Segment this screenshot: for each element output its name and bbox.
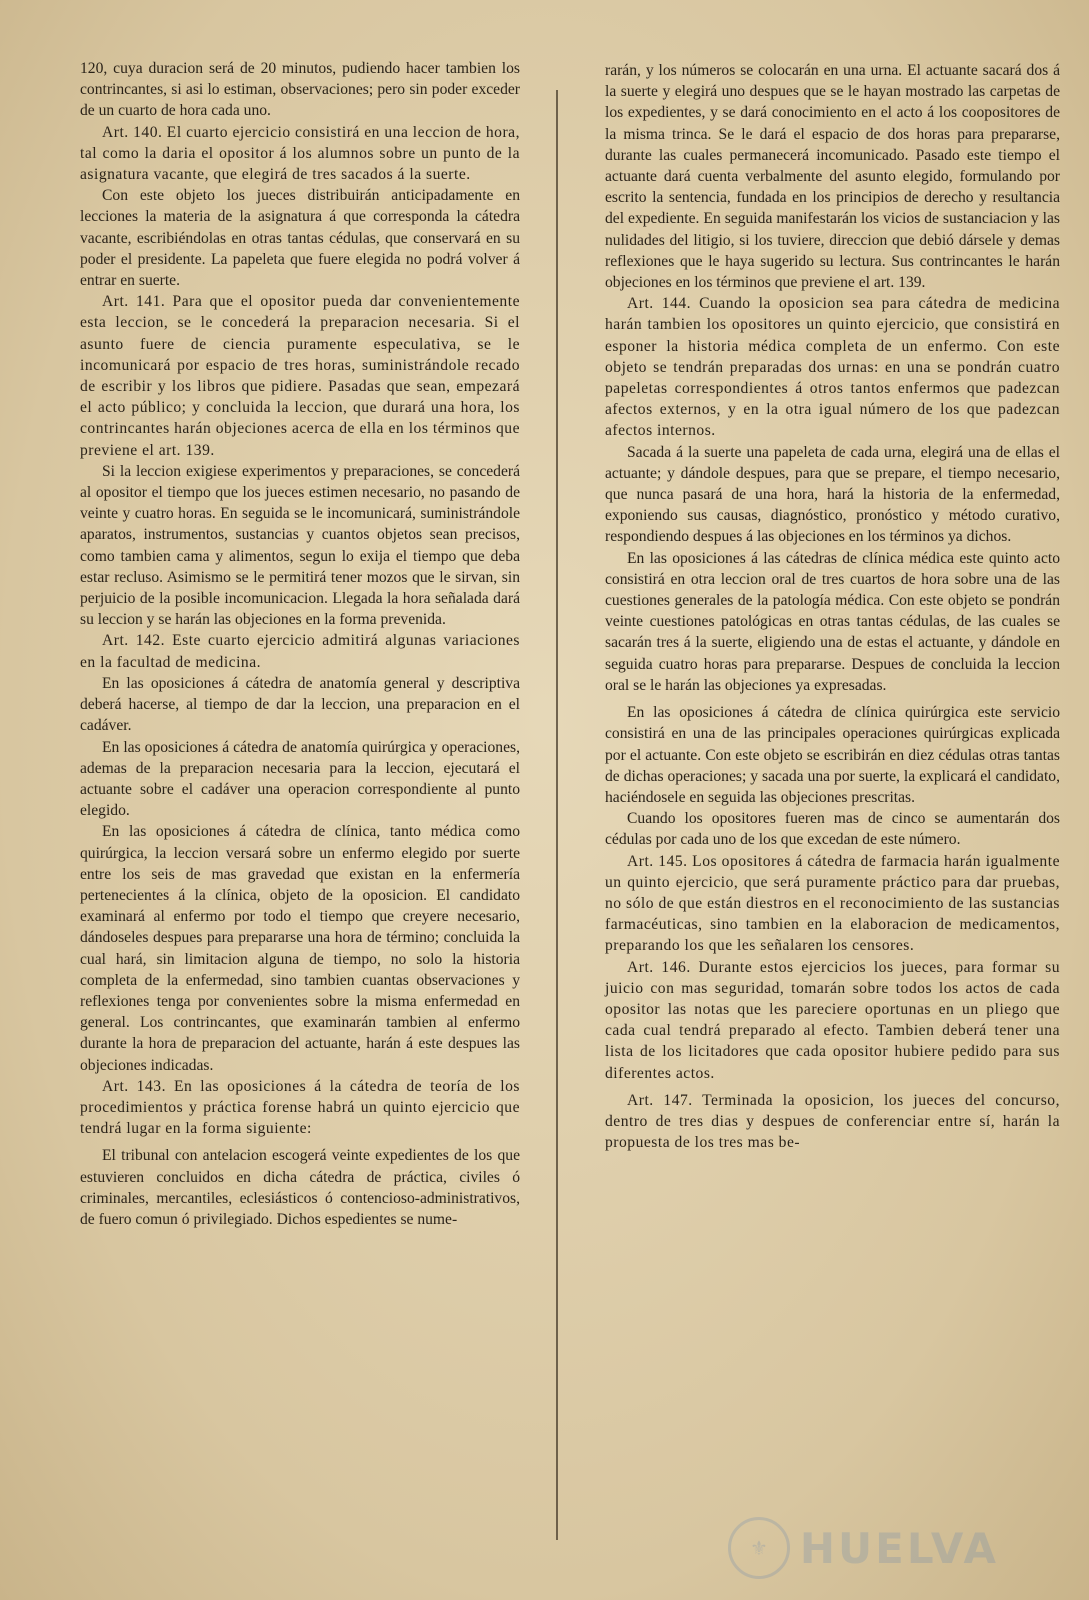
article-paragraph: Art. 141. Para que el opositor pueda dar convenientemente esta leccion, se le concederá la preparacion necesaria. Si el asunto fuere de ciencia puramente especulativa, se le incomunicará por espacio de tres horas, suministrándole recado de escribir y los libros que pidiere. Pasadas que sean, empezará el acto público; y concluida la leccion, que durará una hora, los contrincantes harán objeciones acerca de ella en los términos que previene el art. 139. xyxy=(80,293,520,459)
article-paragraph: Art. 147. Terminada la oposicion, los jueces del concurso, dentro de tres dias y despues de conferenciar entre sí, harán la propuesta de los tres mas be- xyxy=(605,1091,1060,1152)
paragraph: 120, cuya duracion será de 20 minutos, pudiendo hacer tambien los contrincantes, si asi lo estiman, observaciones; pero sin poder exceder de un cuarto de hora cada uno. xyxy=(80,60,520,120)
watermark xyxy=(728,1518,999,1578)
article-paragraph: Art. 146. Durante estos ejercicios los jueces, para formar su juicio con mas seguridad, tomarán sobre todos los actos de cada opositor las notas que les pareciere oportunas en un pliego que cada cual tendrá preparado al efecto. Tambien deberá tener una lista de los licitadores que cada opositor hubiere pedido para sus diferentes actos. xyxy=(605,958,1060,1082)
paragraph: Sacada á la suerte una papeleta de cada urna, elegirá una de ellas el actuante; y dándole despues, para que se prepare, el tiempo necesario, que nunca pasará de una hora, hará la historia de la enfermedad, exponiendo sus causas, diagnóstico, pronóstico y método curativo, respondiendo despues á las objeciones en los términos ya dichos. xyxy=(605,443,1060,546)
paragraph: El tribunal con antelacion escogerá veinte expedientes de los que estuvieren concluidos en dicha cátedra de práctica, civiles ó criminales, mercantiles, eclesiásticos ó contencioso-administrativos, de fuero comun ó privilegiado. Dichos espedientes se nume- xyxy=(80,1147,520,1228)
paragraph: Con este objeto los jueces distribuirán anticipadamente en lecciones la materia de la asignatura á que corresponda la cátedra vacante, escribiéndolas en otras tantas cédulas, que conservará en su poder el presidente. La papeleta que fuere elegida no podrá volver á entrar en suerte. xyxy=(80,187,520,290)
article-paragraph: Art. 140. El cuarto ejercicio consistirá en una leccion de hora, tal como la daria el opositor á los alumnos sobre un punto de la asignatura vacante, que elegirá de tres sacados á la suerte. xyxy=(80,123,520,184)
article-paragraph: Art. 144. Cuando la oposicion sea para cátedra de medicina harán tambien los opositores un quinto ejercicio, que consistirá en esponer la historia médica completa de un enfermo. Con este objeto se tendrán preparadas dos urnas: en una se pondrán cuatro papeletas correspondientes á otros tantos enfermos que padezcan afectos externos, y en la otra igual número de los que padezcan afectos internos. xyxy=(605,295,1060,440)
paragraph: En las oposiciones á cátedra de clínica quirúrgica este servicio consistirá en una de las principales operaciones quirúrgicas explicada por el actuante. Con este objeto se escribirán en diez cédulas otras tantas de dichas operaciones; y sacada una por suerte, la explicará el candidato, haciéndosele en seguida las objeciones prescritas. xyxy=(605,704,1060,806)
watermark-text: HUELVA xyxy=(799,1523,999,1573)
article-paragraph: Art. 145. Los opositores á cátedra de farmacia harán igualmente un quinto ejercicio, que será puramente práctico para dar pruebas, no sólo de que están diestros en el reconocimiento de las sustancias farmacéuticas, sino tambien en la elaboracion de medicamentos, preparando los que les señalaren los censores. xyxy=(605,852,1060,955)
right-column xyxy=(605,60,1060,1153)
paragraph: En las oposiciones á cátedra de anatomía general y descriptiva deberá hacerse, al tiempo de dar la leccion, una preparacion en el cadáver. xyxy=(80,674,520,735)
left-column xyxy=(80,58,520,1230)
paragraph: rarán, y los números se colocarán en una urna. El actuante sacará dos á la suerte y elegirá uno despues que se le hayan mostrado las carpetas de los expedientes, y se dará conocimiento en el acto á los coopositores de la misma trinca. Se le dará el espacio de dos horas para prepararse, durante las cuales permanecerá incomunicado. Pasado este tiempo el actuante dará cuenta verbalmente del asunto elegido, formulando por escrito la sentencia, fundada en los principios de derecho y resultancia del expediente. En seguida manifestarán los vicios de sustanciacion y las nulidades del litigio, si los tuviere, direccion que debió dársele y demas reflexiones que le haya sugerido su lectura. Sus contrincantes le harán objeciones en los términos que previene el art. 139. xyxy=(605,62,1060,292)
seal-icon: ⚜ xyxy=(728,1517,790,1579)
paragraph: En las oposiciones á cátedra de anatomía quirúrgica y operaciones, ademas de la preparacion necesaria para la leccion, ejecutará el actuante sobre el cadáver una operacion correspondiente al punto elegido. xyxy=(80,738,520,820)
paragraph: Si la leccion exigiese experimentos y preparaciones, se concederá al opositor el tiempo que los jueces estimen necesario, no pasando de veinte y cuatro horas. En seguida se le incomunicará, suministrándole aparatos, instrumentos, sustancias y cuantos objetos sean precisos, como tambien cama y alimentos, segun lo exija el tiempo que deba estar recluso. Asimismo se le permitirá tener mozos que le sirvan, sin perjuicio de la posible incomunicacion. Llegada la hora señalada dará su leccion y se harán las objeciones en la forma prevenida. xyxy=(80,462,520,629)
article-paragraph: Art. 142. Este cuarto ejercicio admitirá algunas variaciones en la facultad de medicina. xyxy=(80,632,520,671)
paragraph: Cuando los opositores fueren mas de cinco se aumentarán dos cédulas por cada uno de los que excedan de este número. xyxy=(605,810,1060,849)
column-divider xyxy=(556,90,558,1540)
paragraph: En las oposiciones á cátedra de clínica, tanto médica como quirúrgica, la leccion versará sobre un enfermo elegido por suerte entre los seis de mas gravedad que existan en la enfermería pertenecientes á la clínica, objeto de la oposicion. El candidato examinará al enfermo por todo el tiempo que creyere necesario, dándoseles despues para prepararse una hora de término; concluida la cual hará, sin limitacion alguna de tiempo, no solo la historia completa de la enfermedad, sino tambien cuantas observaciones y reflexiones tenga por convenientes sobre la misma enfermedad en general. Los contrincantes, que examinarán tambien al enfermo durante la hora de preparacion del actuante, harán á este despues las objeciones indicadas. xyxy=(80,823,520,1074)
article-paragraph: Art. 143. En las oposiciones á la cátedra de teoría de los procedimientos y práctica forense habrá un quinto ejercicio que tendrá lugar en la forma siguiente: xyxy=(80,1077,520,1138)
paragraph: En las oposiciones á las cátedras de clínica médica este quinto acto consistirá en otra leccion oral de tres cuartos de hora sobre una de las cuestiones generales de la patología médica. Con este objeto se pondrán veinte cuestiones patológicas en otras tantas cédulas, de las cuales se sacarán tres á la suerte, eligiendo una de estas el actuante, y dándole en seguida cuatro horas para prepararse. Despues de concluida la leccion oral se le harán las objeciones ya expresadas. xyxy=(605,549,1060,694)
